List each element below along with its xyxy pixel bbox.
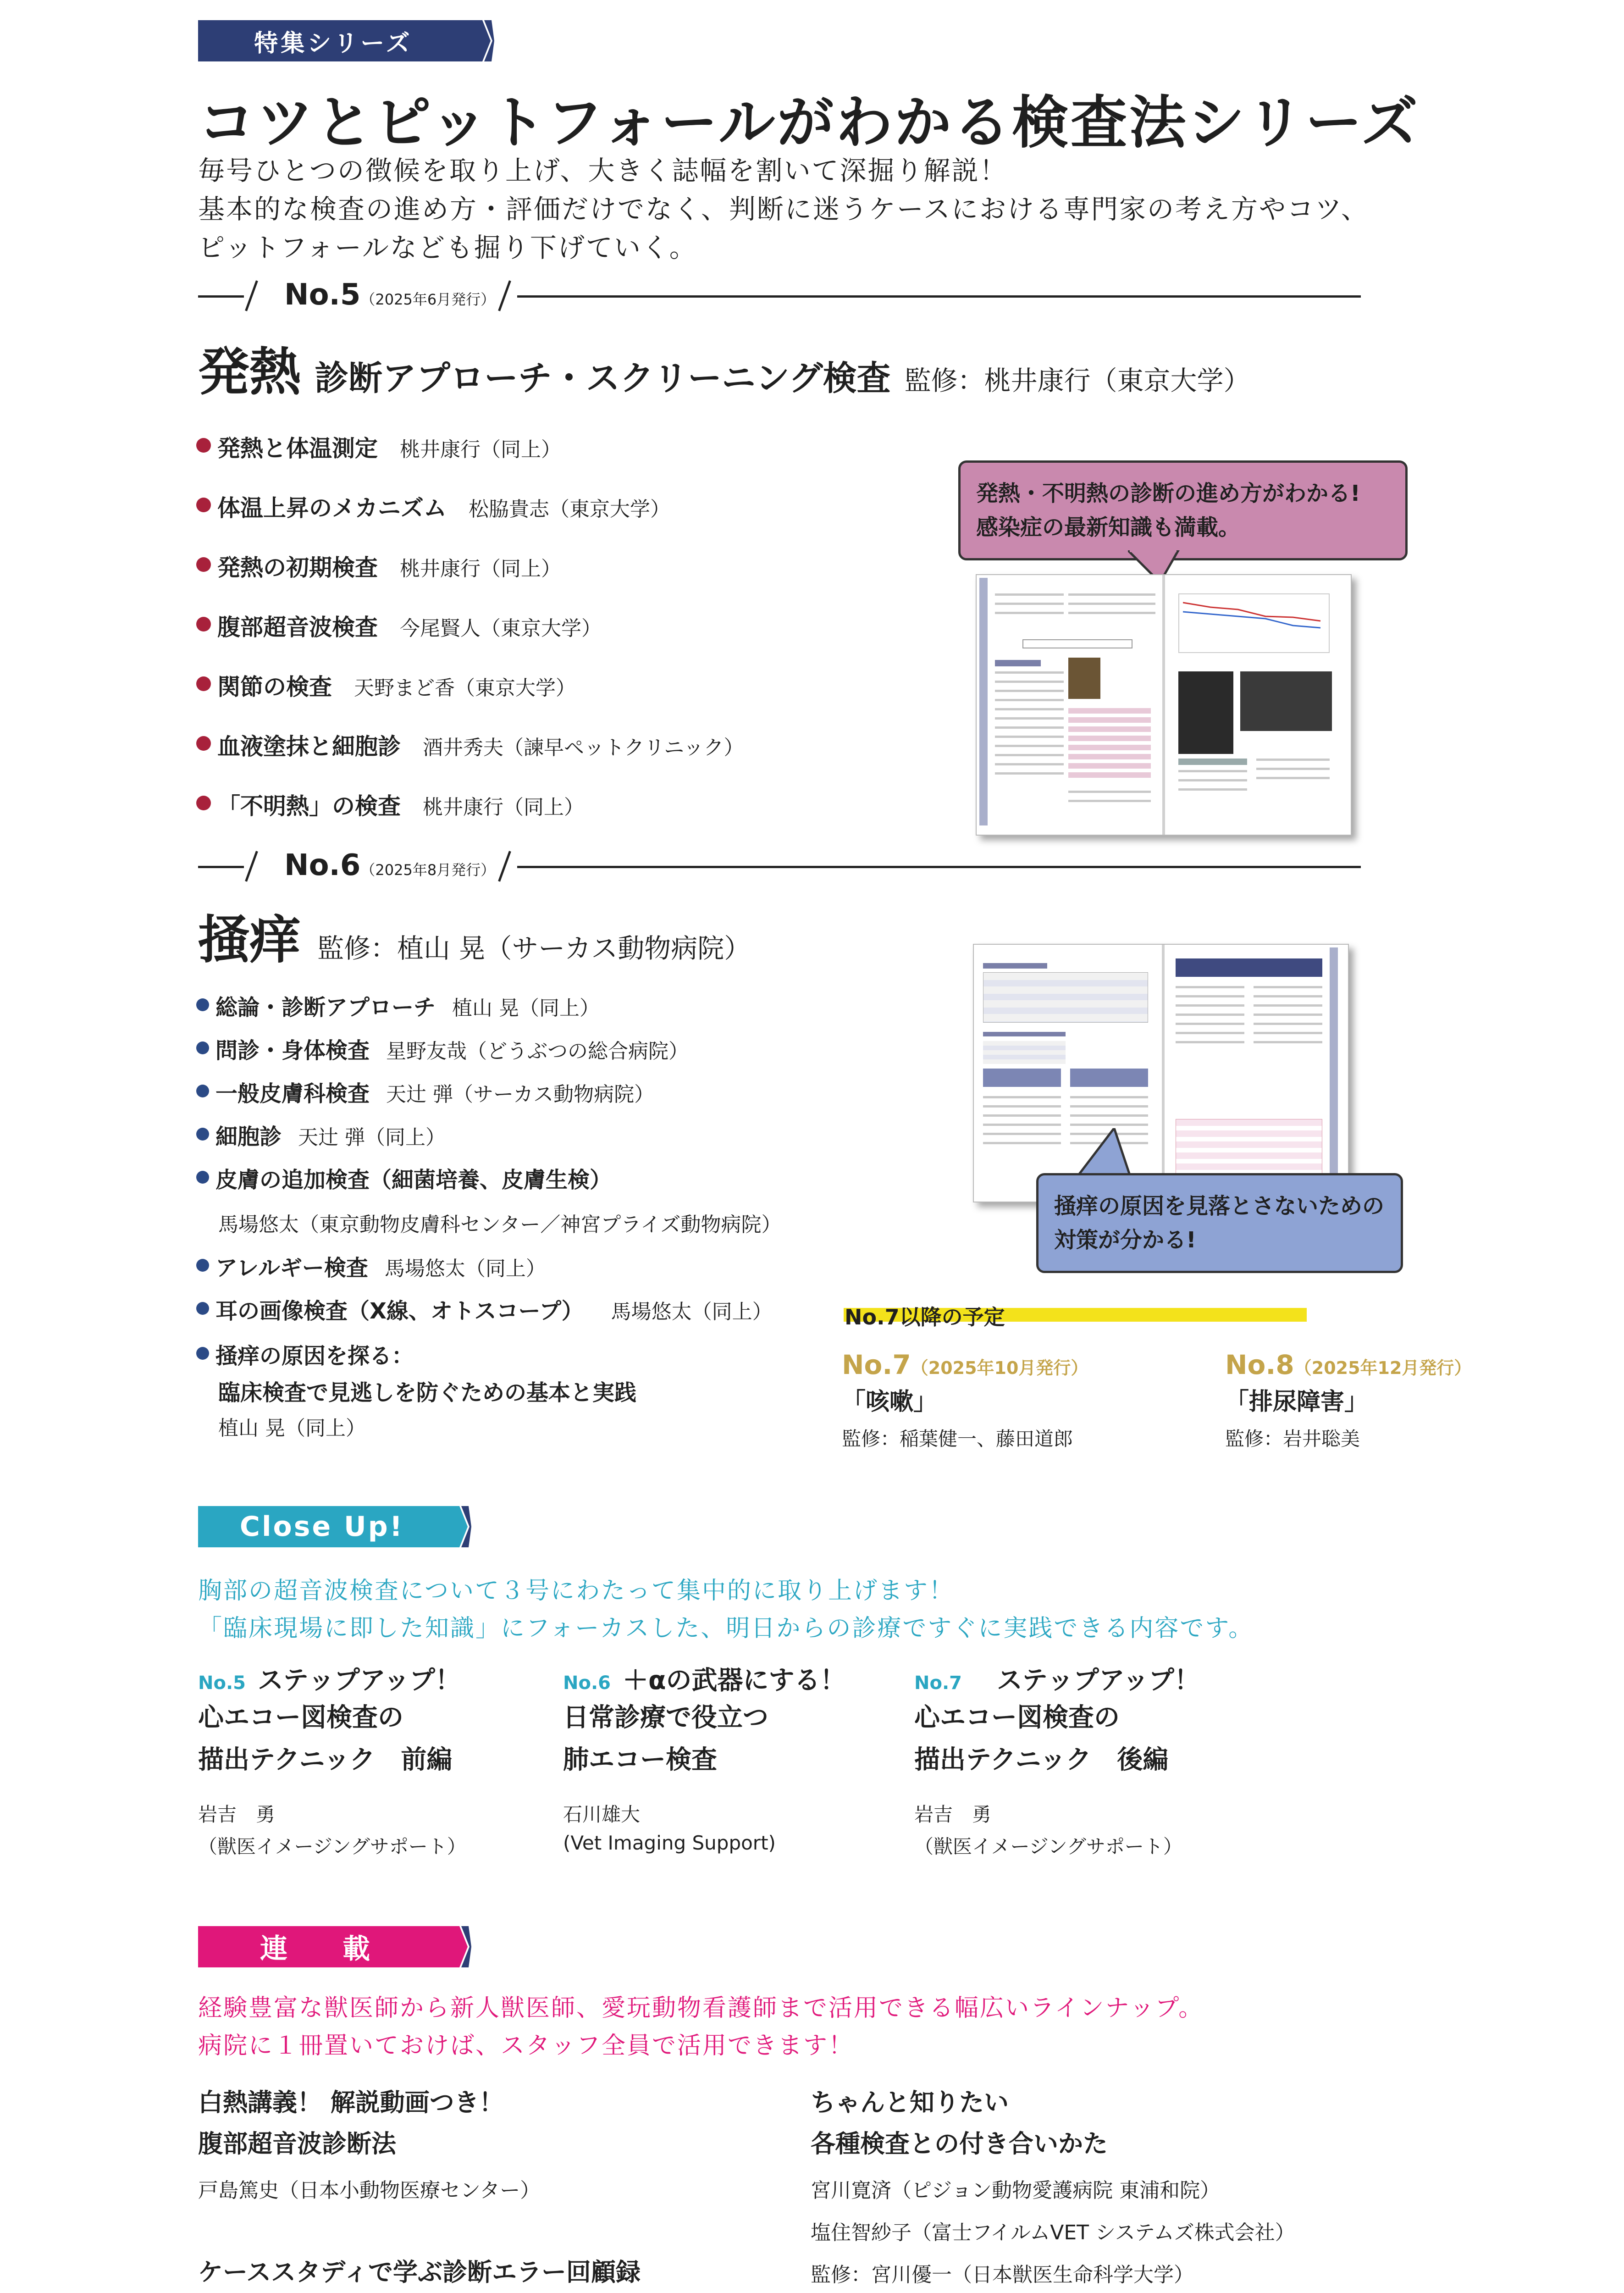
list-item-title-cont: 臨床検査で見逃しを防ぐための基本と実践 [218, 1380, 637, 1406]
no5-title: 発熱 診断アプローチ・スクリーニング検査 監修：桃井康行（東京大学） [198, 343, 1250, 402]
list-item: 腹部超音波検査 今尾賢人（東京大学） [196, 609, 602, 642]
closeup-article: No.5 ステップアップ！ 心エコー図検査の 描出テクニック 前編 岩吉 勇 （獣医イメージングサポート） [198, 1666, 466, 1858]
upcoming-no7: No.7（2025年10月発行） 「咳嗽」 監修：稲葉健一、藤田道郎 [842, 1349, 1088, 1450]
header-lead: 毎号ひとつの徴候を取り上げ、大きく誌幅を割いて深掘り解説！ 基本的な検査の進め方・評価だけでなく、判断に迷うケースにおける専門家の考え方やコツ、 ピットフォールなども掘り下げていく。 [198, 155, 1369, 263]
upcoming-label: No.7以降の予定 [845, 1305, 1005, 1329]
no6-callout: 掻痒の原因を見落とさないための 対策が分かる! [1036, 1173, 1403, 1273]
divider-slash [498, 851, 511, 881]
serial-lead: 経験豊富な獣医師から新人獣医師、愛玩動物看護師まで活用できる幅広いラインナップ。 病院に１冊置いておけば、スタッフ全員で活用できます！ [198, 1994, 1204, 2060]
list-item: 「不明熱」の検査 桃井康行（同上） [196, 788, 584, 821]
closeup-article: No.6 ＋αの武器にする！ 日常診療で役立つ 肺エコー検査 石川雄大 (Vet Imaging Support) [563, 1666, 846, 1854]
divider [198, 295, 244, 298]
divider-slash [498, 280, 511, 311]
serial-item: 白熱講義！ 解説動画つき！ 腹部超音波診断法 戸島篤史（日本小動物医療センター） [198, 2088, 541, 2202]
series-label: 特集シリーズ [198, 20, 469, 61]
list-item: 総論・診断アプローチ 植山 晃（同上） [196, 990, 600, 1021]
list-item: 発熱の初期検査 桃井康行（同上） [196, 549, 561, 582]
no6-number: No.6（2025年8月発行） [284, 848, 496, 882]
list-item: 発熱と体温測定 桃井康行（同上） [196, 430, 561, 463]
page-title: コツとピットフォールがわかる検査法シリーズ [198, 90, 1420, 156]
no5-number: No.5（2025年6月発行） [284, 278, 496, 312]
list-item: 皮膚の追加検査（細菌培養、皮膚生検） [196, 1162, 612, 1194]
divider [517, 295, 1361, 298]
upcoming-no8: No.8（2025年12月発行） 「排尿障害」 監修：岩井聡美 [1225, 1349, 1472, 1450]
serial-item: ケーススタディで学ぶ診断エラー回顧録 [198, 2258, 641, 2287]
no5-callout: 発熱・不明熱の診断の進め方がわかる! 感染症の最新知識も満載。 [958, 460, 1408, 560]
list-item: 問診・身体検査 星野友哉（どうぶつの総合病院） [196, 1033, 689, 1064]
list-item: 一般皮膚科検査 天辻 弾（サーカス動物病院） [196, 1076, 654, 1108]
closeup-lead: 胸部の超音波検査について３号にわたって集中的に取り上げます！ 「臨床現場に即した知識」にフォーカスした、明日からの診療ですぐに実践できる内容です。 [198, 1577, 1254, 1642]
list-item: アレルギー検査 馬場悠太（同上） [196, 1250, 546, 1282]
list-item: 耳の画像検査（X線、オトスコープ） 馬場悠太（同上） [196, 1293, 773, 1325]
no6-title: 掻痒 監修：植山 晃（サーカス動物病院） [198, 910, 751, 970]
closeup-label: Close Up! [198, 1506, 446, 1547]
callout-tail [1073, 1128, 1132, 1179]
divider [198, 866, 244, 868]
divider [517, 866, 1361, 868]
list-item: 細胞診 天辻 弾（同上） [196, 1119, 446, 1151]
list-item-author: 馬場悠太（東京動物皮膚科センター／神宮プライズ動物病院） [218, 1213, 782, 1236]
serial-item: ちゃんと知りたい 各種検査との付き合いかた 宮川寛済（ピジョン動物愛護病院 東浦和院） 塩住智紗子（富士フイルムVET システムズ株式会社） 監修：宮川優一（日本獣医生命科学大学） [811, 2088, 1295, 2287]
no6-spread-image [973, 944, 1349, 1202]
list-item: 血液塗抹と細胞診 酒井秀夫（諫早ペットクリニック） [196, 728, 744, 761]
serial-label: 連 載 [198, 1926, 446, 1967]
divider-slash [245, 280, 258, 311]
divider-slash [245, 851, 258, 881]
closeup-article: No.7 ステップアップ！ 心エコー図検査の 描出テクニック 後編 岩吉 勇 （獣医イメージングサポート） [914, 1666, 1200, 1858]
list-item: 掻痒の原因を探る： [196, 1338, 414, 1370]
list-item: 体温上昇のメカニズム 松脇貴志（東京大学） [196, 490, 670, 523]
list-item: 関節の検査 天野まど香（東京大学） [196, 669, 576, 702]
list-item-author: 植山 晃（同上） [218, 1417, 366, 1440]
no5-spread-image [976, 574, 1352, 836]
